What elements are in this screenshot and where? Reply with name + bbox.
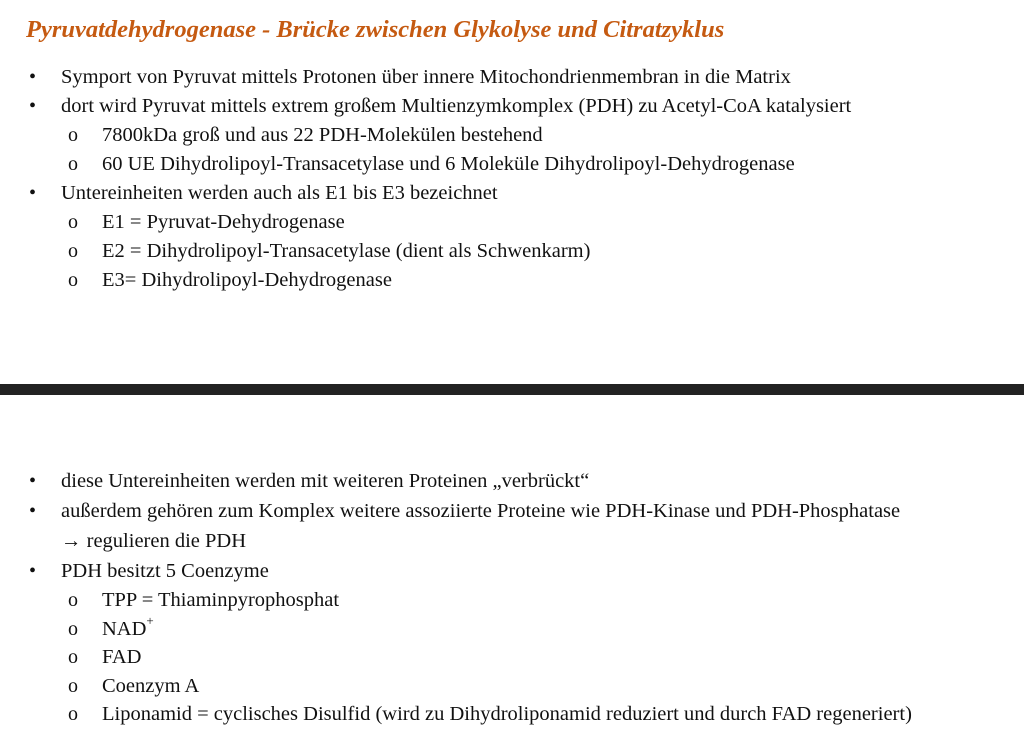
sub-list-item [0,208,1024,237]
sub-list-item [0,237,1024,266]
list-item-text: E3= Dihydrolipoyl-Dehydrogenase [102,269,392,291]
list-item [0,63,1024,92]
list-item-text: Coenzym A [102,674,200,697]
title-subtitle: Brücke zwischen Glykolyse und Citratzyklus [270,16,725,43]
page-title [26,16,724,44]
sub-list-item [0,672,1024,701]
list-item-text: 7800kDa groß und aus 22 PDH-Molekülen bestehend [102,124,543,146]
bullet-marker: • [29,95,37,117]
list-item-text: E1 = Pyruvat-Dehydrogenase [102,211,345,233]
circle-marker: o [68,269,78,291]
list-item-text: außerdem gehören zum Komplex weitere assoziierte Proteine wie PDH-Kinase und PDH-Phosphatase [61,500,901,522]
list-item-text: Liponamid = cyclisches Disulfid (wird zu Dihydroliponamid reduziert und durch FAD regeneriert) [102,703,912,725]
bottom-bullet-list [0,466,1024,729]
list-item-text: dort wird Pyruvat mittels extrem großem Multienzymkomplex (PDH) zu Acetyl-CoA katalysiert [61,95,852,117]
list-item-text: Untereinheiten werden auch als E1 bis E3 bezeichnet [61,182,498,204]
top-bullet-list [0,63,1024,295]
section-divider [0,384,1024,395]
sub-list-item [0,700,1024,729]
circle-marker: o [68,617,78,640]
list-item [0,92,1024,121]
list-item-text: PDH besitzt 5 Coenzyme [61,560,269,582]
circle-marker: o [68,646,78,668]
list-item-continuation [0,526,1024,556]
bullet-marker: • [29,470,37,492]
list-item [0,496,1024,526]
list-item [0,556,1024,586]
list-item-text: NAD [102,617,147,640]
bullet-marker: • [29,500,37,522]
circle-marker: o [68,589,78,611]
title-bold: Pyruvatdehydrogenase - [26,16,271,43]
circle-marker: o [68,124,78,146]
list-item-text: FAD [102,646,142,668]
circle-marker: o [68,211,78,233]
sub-list-item [0,586,1024,615]
list-item [0,179,1024,208]
list-item-text: diese Untereinheiten werden mit weiteren Proteinen „verbrückt“ [61,470,590,492]
list-item [0,466,1024,496]
bullet-marker: • [29,182,37,204]
sub-list-item [0,150,1024,179]
bullet-marker: • [29,560,37,582]
list-item-text: E2 = Dihydrolipoyl-Transacetylase (dient als Schwenkarm) [102,240,591,262]
circle-marker: o [68,153,78,175]
list-item-text: Symport von Pyruvat mittels Protonen über innere Mitochondrienmembran in die Matrix [61,66,791,88]
sub-list-item [0,643,1024,672]
sub-list-item [0,121,1024,150]
list-item-text: → regulieren die PDH [61,530,247,552]
superscript-plus: + [146,612,154,628]
sub-list-item [0,612,1024,644]
circle-marker: o [68,703,78,725]
sub-list-item [0,266,1024,295]
list-item-text: TPP = Thiaminpyrophosphat [102,589,340,611]
circle-marker: o [68,240,78,262]
list-item-text: 60 UE Dihydrolipoyl-Transacetylase und 6 Moleküle Dihydrolipoyl-Dehydrogenase [102,153,795,175]
circle-marker: o [68,674,78,697]
bullet-marker: • [29,66,37,88]
